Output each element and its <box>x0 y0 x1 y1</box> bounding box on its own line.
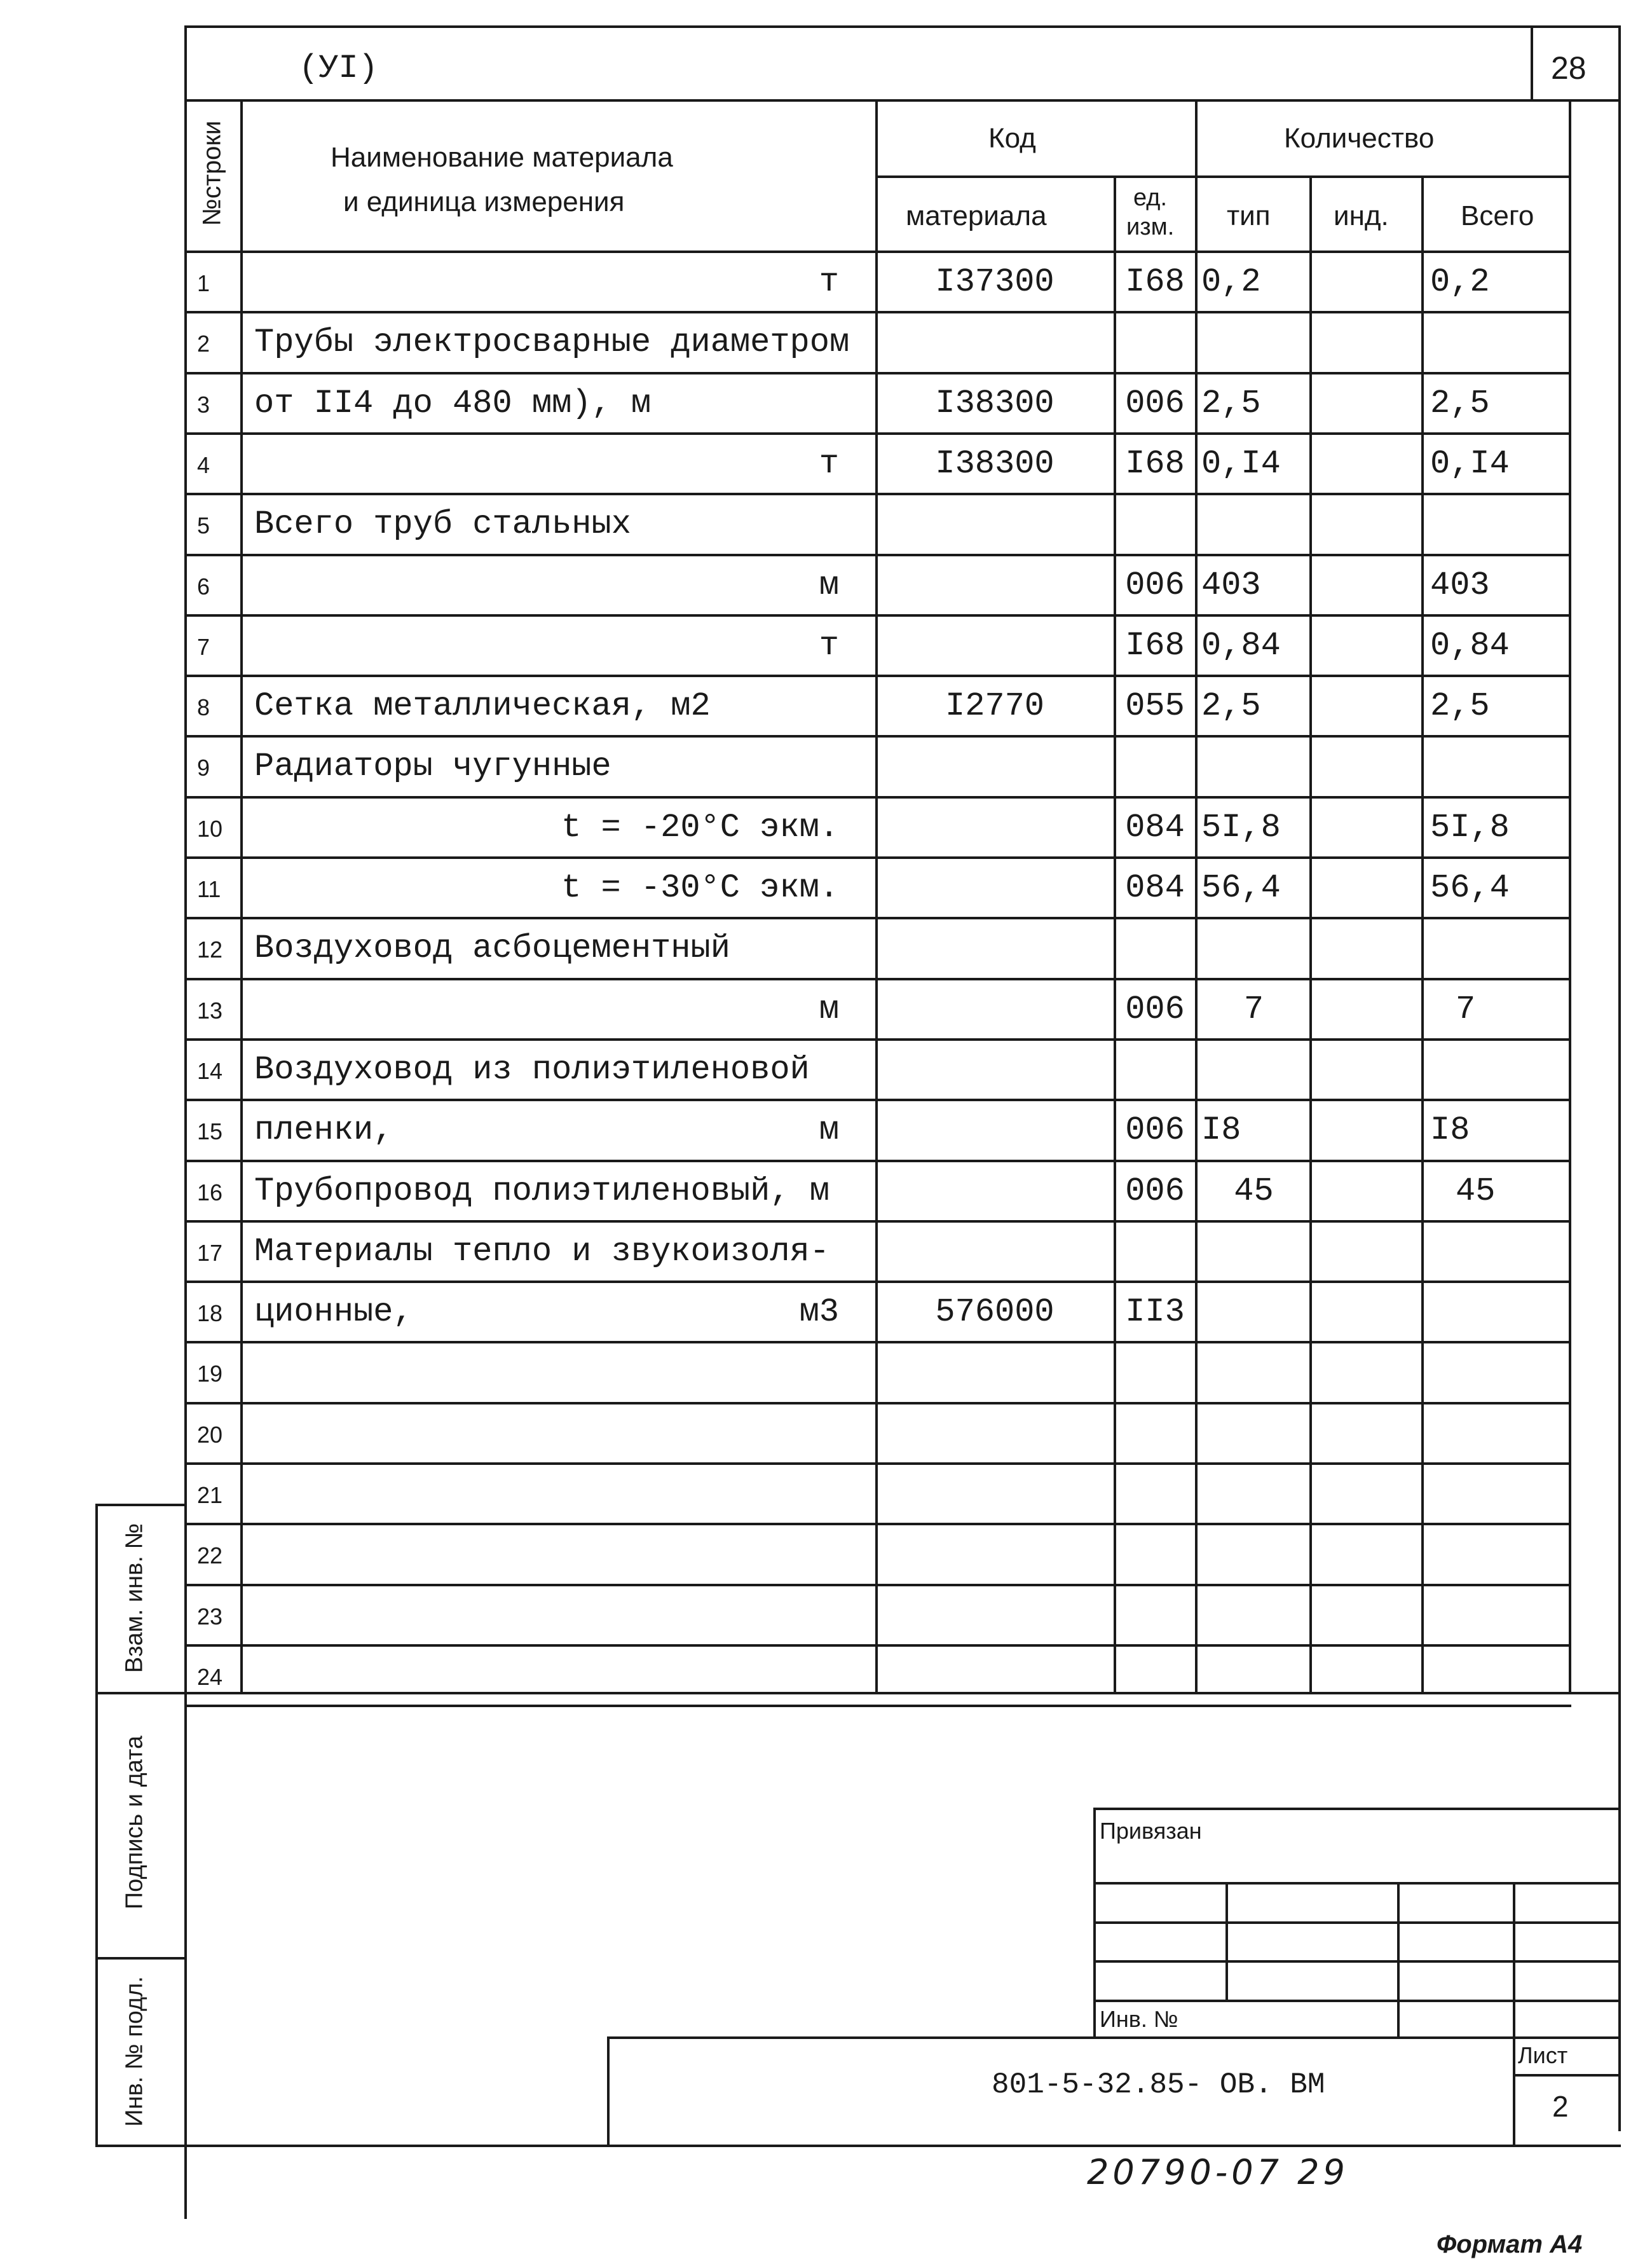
row-total-qty: 2,5 <box>1430 687 1490 725</box>
doc-code: 801-5-32.85- ОВ. ВМ <box>992 2068 1325 2101</box>
row-line <box>184 554 1571 556</box>
title-block-bottom <box>184 2145 1621 2147</box>
row-line <box>184 1584 1571 1586</box>
header-material: материала <box>906 200 1047 231</box>
row-line <box>184 735 1571 738</box>
title-sheet-line <box>1513 2074 1621 2077</box>
row-number: 10 <box>197 816 223 842</box>
row-number: 20 <box>197 1422 223 1448</box>
format-note: Формат А4 <box>1437 2230 1583 2258</box>
stamp-privyazan: Привязан <box>1100 1818 1202 1844</box>
row-unit: т <box>819 627 839 664</box>
table-right-border <box>1569 99 1571 1692</box>
row-unit-code: I68 <box>1125 627 1185 664</box>
handwritten-number: 20790-07 29 <box>1087 2152 1349 2192</box>
row-line <box>184 614 1571 617</box>
row-number: 12 <box>197 937 223 963</box>
row-unit-code: 006 <box>1125 1172 1185 1210</box>
header-unit-line2: изм. <box>1126 214 1175 240</box>
header-unit-line1: ед. <box>1133 184 1168 211</box>
row-line <box>184 1462 1571 1465</box>
col-divider-name <box>875 99 878 1692</box>
row-type-qty: I8 <box>1201 1111 1241 1149</box>
row-unit-code: II3 <box>1125 1293 1185 1331</box>
row-line <box>184 1402 1571 1404</box>
row-type-qty: 7 <box>1243 991 1264 1028</box>
row-line <box>184 1523 1571 1525</box>
row-unit-code: 084 <box>1125 809 1185 846</box>
row-line <box>184 1038 1571 1041</box>
header-name-line2: и единица измерения <box>343 186 625 217</box>
row-name: Трубопровод полиэтиленовый, м <box>254 1172 829 1210</box>
row-number: 8 <box>197 694 210 720</box>
row-unit-code: 006 <box>1125 1111 1185 1149</box>
stamp-inv-no: Инв. № <box>1100 2006 1178 2032</box>
row-type-qty: 2,5 <box>1201 687 1261 725</box>
row-name: от II4 до 480 мм), м <box>254 385 652 422</box>
row-total-qty: 403 <box>1430 566 1490 604</box>
row-type-qty: 5I,8 <box>1201 809 1281 846</box>
row-line <box>184 675 1571 677</box>
row-number: 4 <box>197 452 210 478</box>
row-number: 22 <box>197 1542 223 1569</box>
row-name: Трубы электросварные диаметром <box>254 324 850 361</box>
row-total-qty: 7 <box>1456 991 1476 1028</box>
row-number: 16 <box>197 1179 223 1205</box>
row-name: ционные, <box>254 1293 413 1331</box>
row-type-qty: 0,2 <box>1201 263 1261 301</box>
section-label: (УI) <box>299 50 378 87</box>
row-number: 13 <box>197 998 223 1024</box>
sheet-number: 2 <box>1552 2090 1569 2123</box>
row-type-qty: 0,84 <box>1201 627 1281 664</box>
row-total-qty: 45 <box>1456 1172 1496 1210</box>
row-line <box>184 372 1571 374</box>
row-number: 9 <box>197 755 210 781</box>
row-name: Материалы тепло и звукоизоля- <box>254 1233 829 1270</box>
row-number: 6 <box>197 573 210 600</box>
row-material-code: I38300 <box>935 385 1055 422</box>
row-number: 24 <box>197 1664 223 1690</box>
row-number: 18 <box>197 1300 223 1326</box>
row-name: Всего труб стальных <box>254 505 631 543</box>
header-bottom-line <box>184 251 1571 253</box>
row-name: Воздуховод из полиэтиленовой <box>254 1051 810 1088</box>
row-total-qty: 2,5 <box>1430 385 1490 422</box>
row-line <box>184 432 1571 435</box>
table-bottom-line <box>184 1692 1621 1694</box>
row-name: Сетка металлическая, м2 <box>254 687 711 725</box>
row-number: 15 <box>197 1118 223 1144</box>
row-unit-code: 006 <box>1125 385 1185 422</box>
stamp-line-a <box>1093 1882 1621 1885</box>
row-number: 17 <box>197 1240 223 1266</box>
row-material-code: I2770 <box>945 687 1045 725</box>
row-type-qty: 0,I4 <box>1201 445 1281 483</box>
col-divider-rowno <box>240 99 243 1692</box>
row-total-qty: 0,84 <box>1430 627 1510 664</box>
label-podpis-data: Подпись и дата <box>121 1735 148 1910</box>
row-type-qty: 2,5 <box>1201 385 1261 422</box>
row-line <box>184 856 1571 859</box>
sheet-label: Лист <box>1518 2042 1568 2068</box>
row-total-qty: I8 <box>1430 1111 1470 1149</box>
header-subline <box>875 175 1571 178</box>
row-line <box>184 1099 1571 1101</box>
row-line <box>184 917 1571 919</box>
row-name: Воздуховод асбоцементный <box>254 930 730 967</box>
row-line <box>184 796 1571 799</box>
row-number: 21 <box>197 1482 223 1508</box>
row-name: Радиаторы чугунные <box>254 748 611 785</box>
col-divider-unit <box>1195 99 1198 1692</box>
row-material-code: I37300 <box>935 263 1055 301</box>
row-unit-code: 055 <box>1125 687 1185 725</box>
row-unit: м <box>819 1111 839 1149</box>
row-number: 14 <box>197 1058 223 1084</box>
row-unit-code: 006 <box>1125 991 1185 1028</box>
row-unit: м <box>819 991 839 1028</box>
header-code: Код <box>988 123 1036 154</box>
row-type-qty: 403 <box>1201 566 1261 604</box>
row-unit-code: 006 <box>1125 566 1185 604</box>
frame-left-line-upper <box>184 25 187 95</box>
stamp-line-b <box>1093 1921 1621 1924</box>
header-ind: инд. <box>1334 200 1389 231</box>
row-line <box>184 1644 1571 1647</box>
title-block-left <box>607 2036 610 2146</box>
table-left-border <box>184 99 187 1692</box>
row-line <box>184 493 1571 495</box>
row-line <box>184 1281 1571 1283</box>
row-total-qty: 0,I4 <box>1430 445 1510 483</box>
row-line <box>184 978 1571 980</box>
stamp-col-3 <box>1513 1882 1515 2038</box>
stamp-col-1 <box>1225 1882 1228 2000</box>
row-material-code: 576000 <box>935 1293 1055 1331</box>
row-line <box>184 1220 1571 1223</box>
title-block-top <box>607 2036 1621 2039</box>
page-number-divider <box>1531 25 1533 102</box>
stamp-top-line <box>1093 1808 1621 1810</box>
row-unit: t = -30°C экм. <box>561 869 839 907</box>
title-sheet-divider <box>1513 2036 1515 2146</box>
margin-strip-left <box>95 1504 98 2146</box>
frame-right-line <box>1618 25 1621 2131</box>
row-material-code: I38300 <box>935 445 1055 483</box>
row-number: 5 <box>197 512 210 539</box>
row-number: 23 <box>197 1603 223 1630</box>
row-unit: м <box>819 566 839 604</box>
label-vzam-inv: Взам. инв. № <box>121 1523 148 1673</box>
row-line <box>184 1705 1571 1707</box>
header-row-no: №строки <box>198 120 226 226</box>
row-number: 2 <box>197 331 210 357</box>
row-total-qty: 56,4 <box>1430 869 1510 907</box>
row-unit-code: I68 <box>1125 263 1185 301</box>
header-total: Всего <box>1461 200 1534 231</box>
row-line <box>184 311 1571 313</box>
frame-top-line <box>184 25 1621 28</box>
frame-title-line <box>184 99 1621 102</box>
row-type-qty: 45 <box>1234 1172 1274 1210</box>
page-number: 28 <box>1551 50 1587 86</box>
label-inv-podl: Инв. № подл. <box>121 1976 148 2127</box>
stamp-col-2 <box>1397 1882 1400 2038</box>
stamp-line-d <box>1093 2000 1621 2002</box>
row-unit: т <box>819 263 839 301</box>
row-unit: t = -20°C экм. <box>561 809 839 846</box>
row-number: 3 <box>197 392 210 418</box>
row-number: 1 <box>197 270 210 296</box>
row-unit-code: I68 <box>1125 445 1185 483</box>
row-type-qty: 56,4 <box>1201 869 1281 907</box>
header-name-line1: Наименование материала <box>331 142 673 173</box>
row-unit: м3 <box>799 1293 839 1331</box>
row-line <box>184 1341 1571 1343</box>
header-type: тип <box>1227 200 1271 231</box>
row-unit-code: 084 <box>1125 869 1185 907</box>
stamp-line-c <box>1093 1960 1621 1963</box>
row-line <box>184 1160 1571 1162</box>
row-unit: т <box>819 445 839 483</box>
row-total-qty: 0,2 <box>1430 263 1490 301</box>
row-number: 19 <box>197 1361 223 1387</box>
row-name: пленки, <box>254 1111 393 1149</box>
header-quantity: Количество <box>1284 123 1435 154</box>
row-number: 7 <box>197 634 210 660</box>
row-number: 11 <box>197 876 221 902</box>
row-total-qty: 5I,8 <box>1430 809 1510 846</box>
